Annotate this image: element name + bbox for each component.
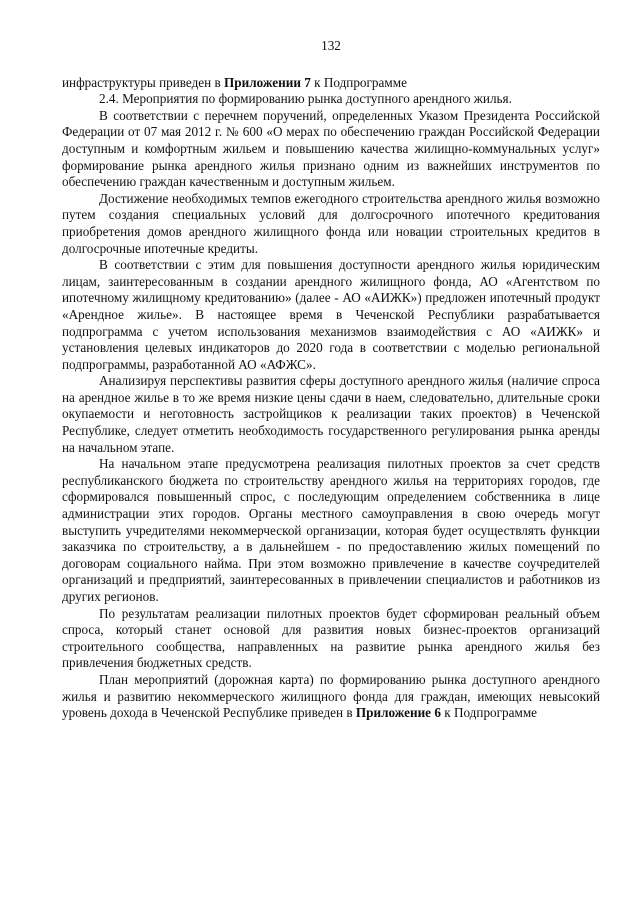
document-body — [62, 75, 600, 722]
paragraph: На начальном этапе предусмотрена реализация пилотных проектов за счет средств республиканского бюджета по строительству арендного жилья на территориях городов, где сформировался повышенный спрос, с последующим определением собственника в лице администрации этих городов. Органы местного самоуправления в свою очередь могут выступить учредителями некоммерческой организации, которая будет осуществлять функции заказчика по строительству, а в дальнейшем - по предоставлению жилых помещений по договорам социального найма. При этом возможно привлечение в качестве соучредителей организаций и предприятий, заинтересованных в привлечении специалистов и работников из других регионов. — [62, 456, 600, 604]
appendix-7-reference: Приложении 7 — [224, 74, 311, 90]
final-paragraph-text: План мероприятий (дорожная карта) по формированию рынка доступного арендного жилья и развитию некоммерческого жилищного фонда для граждан, имеющих невысокий уровень дохода в Чеченской Республике приведен в — [62, 671, 600, 721]
intro-text-after: к Подпрограмме — [310, 74, 407, 90]
section-heading: 2.4. Мероприятия по формированию рынка доступного арендного жилья. — [99, 91, 512, 107]
paragraph: По результатам реализации пилотных проектов будет сформирован реальный объем спроса, который станет основой для развития новых бизнес-проектов организаций строительного сообщества, направленных на развитие рынка арендного жилья без привлечения бюджетных средств. — [62, 605, 600, 671]
page-number: 132 — [321, 38, 341, 53]
paragraph: Достижение необходимых темпов ежегодного строительства арендного жилья возможно путем создания специальных условий для долгосрочного ипотечного кредитования приобретения домов арендного жилищного фонда или новации строительных кредитов в долгосрочные ипотечные кредиты. — [62, 190, 600, 256]
final-paragraph — [62, 672, 600, 722]
intro-line — [62, 75, 600, 92]
intro-text: инфраструктуры приведен в — [62, 74, 225, 90]
paragraph: В соответствии с этим для повышения доступности арендного жилья юридическим лицам, заинтересованным в создании арендного жилищного фонда, АО «Агентством по ипотечному жилищному кредитованию» (далее - АО «АИЖК») предложен ипотечный продукт «Арендное жилье». В настоящее время в Чеченской Республики разрабатывается подпрограмма с учетом использования механизмов взаимодействия с АО «АИЖК» и установления целевых индикаторов до 2020 года в соответствии с моделью региональной подпрограммы, разработанной АО «АФЖС». — [62, 257, 600, 372]
appendix-6-reference: Приложение 6 — [355, 705, 441, 721]
paragraph: Анализируя перспективы развития сферы доступного арендного жилья (наличие спроса на арендное жилье в то же время низкие цены сдачи в наем, следовательно, длительные сроки окупаемости и неготовность застройщиков к реализации таких проектов) в Чеченской Республике, следует отметить необходимость государственного регулирования рынка аренды на начальном этапе. — [62, 373, 600, 455]
paragraph: В соответствии с перечнем поручений, определенных Указом Президента Российской Федерации от 07 мая 2012 г. № 600 «О мерах по обеспечению граждан Российской Федерации доступным и комфортным жильем и повышению качества жилищно-коммунальных услуг» формирование рынка арендного жилья признано одним из важнейших инструментов по обеспечению граждан качественным и доступным жильем. — [62, 107, 600, 190]
final-paragraph-text-after: к Подпрограмме — [440, 705, 538, 721]
